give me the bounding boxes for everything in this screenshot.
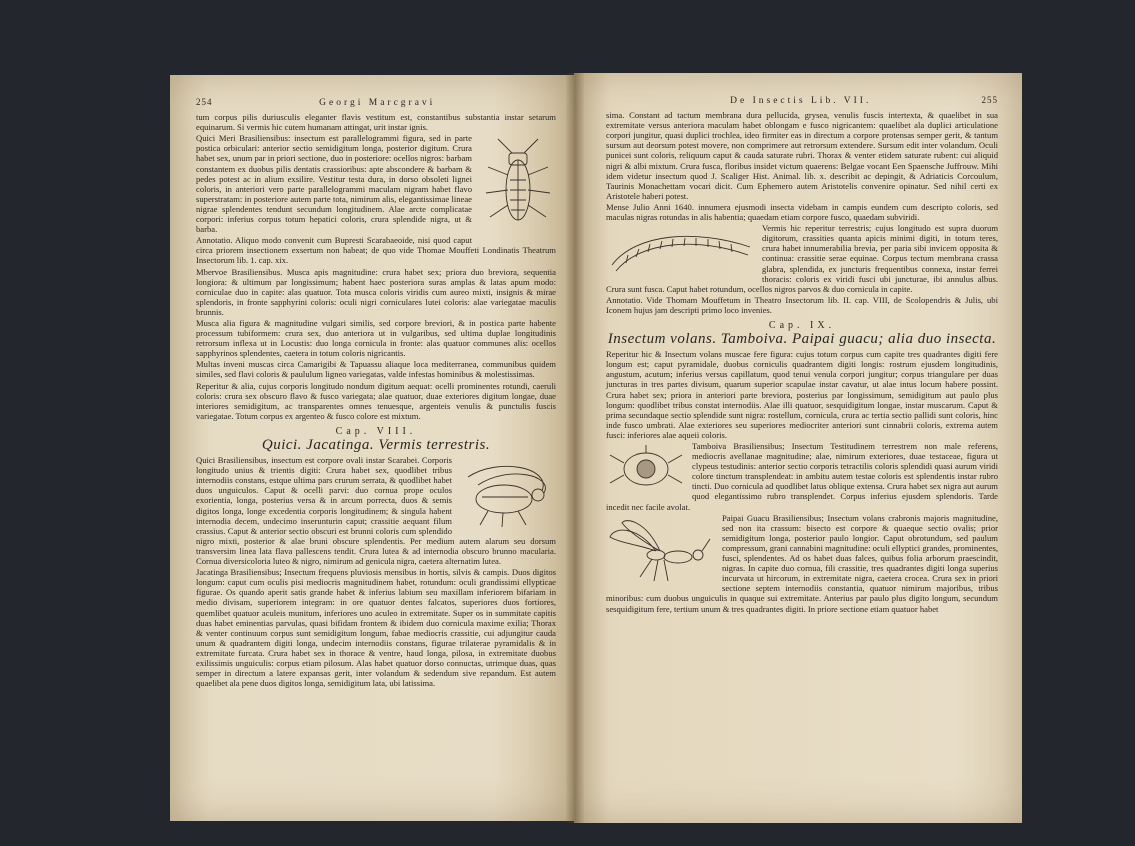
page-number-left: 254 <box>196 97 213 107</box>
paragraph: Musca alia figura & magnitudine vulgari similis, sed corpore breviori, & in postica parte habente processum tubiformem: crura sex, duo anteriora ut in vulgaribus, sed ultima duplae longitudinis retrorsum inflexa ut in Locustis: duo longa cornicula in fronte: alas quatuor communes alis: ocellos sapphyrinos splendentes, caetera in totum coloris nigricantis. <box>196 317 556 359</box>
paragraph: Quici Brasiliensibus, insectum est corpore ovali instar Scarabei. Corporis longitudo unius & trientis digiti: Crura habet sex, quodlibet tribus internodiis constans, estque ultima pars crurum serrata, & quodlibet habet duos unguiculos. Caput & ocelli parvi: duo cornua prope oculos exorientia, longa, posterius versa & in arcum porrecta, duos & semis digitos longa, longe excedentia corporis longitudinem; & singula habent internodia decem, undecimo inserunturin caput; crassitie aequant filum crassius. Caput & anterior sectio obscuri est brunni coloris cum splendido nigro mixti, posterior & alae bruni obscure splendentis. Per medium autem alarum seu dorsum transversim linea lata flava pallescens tendit. Crura lutea & ad internodia obscuro brunno macularia. Cornua diversicoloria luteo & nigro, nimirum ad genicula nigra, caetera alternatim lutea. <box>196 455 556 567</box>
paragraph: Multas inveni muscas circa Camarigibi & Tapuassu aliaque loca mediterranea, communibus quidem similes, sed flavi coloris & paululum ligneo variegatas, valde infestas hominibus & molestissimas. <box>196 359 556 380</box>
paragraph: Mense Julio Anni 1640. innumera ejusmodi insecta videbam in campis eundem cum descripto coloris, sed maculas nigras rotundas in alis habentia; quaedam etiam corpore fusco, quaedam subviridi. <box>606 201 998 223</box>
paragraph: tum corpus pilis duriusculis eleganter flavis vestitum est, constantibus substantia instar setarum equinarum. Si vermis hic cutem humanam attingat, urit instar ignis. <box>196 112 556 133</box>
left-text-column <box>196 97 556 689</box>
paragraph: Paipai Guacu Brasiliensibus; Insectum volans crabronis majoris magnitudine, sed non ita crassum: bisecto est corpore & quaeque sectio ovalis; prior semidigitum longa, posterior paulo longior. Caput obrotundum, sed paulum compressum, grani cannabini magnitudine: oculi ellyptici grandes, prominentes, fusci, splendentes. Ad os habet duas falces, quibus folia arborum praescindit, nigras. In capite duo cornua, fili crassitie, tres quadrantes digiti longa superius incurvata ut hircorum, in extremitate nigra, caetera crocea. Crura sex in priori sectione septem internodiis constantia, quatuor nimirum majoribus, tribus minoribus: cum duobus unguiculis in quaque sui extremitate. Anterius par paulo plus digito longum, secundum sesquidigitum fere, tertium unum & tres quadrantes digiti. In priore sectione etiam quatuor habet <box>606 512 998 614</box>
right-page <box>574 73 1022 823</box>
paragraph: Reperitur hic & Insectum volans muscae fere figura: cujus totum corpus cum capite tres quadrantes digiti fere longum est; caput pyramidale, duobus corniculis quadrantem digiti longis: rostrum ejusdem longitudinis, angustum, acutum; inferius versus capillatum, quod tenui venula corpori jungitur; corpus triangulare per duas juncturas in tres partes divisum, quarum superior scapulae instar cavatur, ut alae intus locum habere possint. Crura habet sex; priora in anteriori parte breviora, posterius par longissimum, semidigitum aut paulo plus longum: quodlibet tribus constat internodiis. Alae illi quatuor, sesquidigitum longae, instar muscarum. Caput & prima secundaque sectio splendide sunt nigra: rostellum, cornicula, crura ac tertia sectio pallidi sunt coloris, hinc inde fusco umbrati. Alae exteriores seu superiores mediocriter anteriori sunt cinnabrii coloris, extrema autem fusci: inferiores alae aqueii coloris. <box>606 349 998 440</box>
chapter-heading: Cap. VIII. <box>335 425 417 437</box>
wasp-illustration <box>606 515 716 587</box>
left-running-head <box>196 97 556 108</box>
right-text-column <box>606 95 998 615</box>
paragraph: Vermis hic reperitur terrestris; cujus longitudo est supra duorum digitorum, crassities quanta apicis minimi digiti, in totum teres, crura habet innumerabilia brevia, per paria sibi invicem opposita & continua: crassitie serae equinae. Corpus tectum membrana crassa glabra, splendida, ex juncturis frequentibus connexa, instar ferrei thoracis: coloris ex viridi fusci ubi juncturae, ibi annulus albus. Crura sunt fusca. Caput habet rotundum, ocellos nigros parvos & duo cornicula in capite. <box>606 223 998 294</box>
worm-illustration <box>606 225 756 275</box>
chapter-title: Insectum volans. Tamboiva. Paipai guacu; alia duo insecta. <box>607 331 997 348</box>
left-running-title: Georgi Marcgravi <box>319 98 436 108</box>
paragraph: Quici Meri Brasiliensibus: insectum est parallelogrammi figura, sed in parte postica orbiculari: anterior sectio semidigitum longa, posterior digitum. Crura habet sex, unum par in priori sectione, duo in posteriore: ocellos nigros: barbam constantem ex duobus pilis dentatis crassioribus: apte abscondere & barbam & pedes potest ac in alium exsilire. Vestitur testa dura, in dorso obsoleti lignei coloris, in anteriori vero parte parallelogrammi maculam nigram habet flavo superstratam: in posteriore autem parte tota, nimirum alis, elegantissimae lineae nigrae splendentes tendunt secundum longitudinem. Alae arcte complicatae corpori: inferius corpus totum hepatici coloris, crura splendide nigra, ut & barba. <box>196 133 472 235</box>
paragraph: Tamboiva Brasiliensibus; Insectum Testitudinem terrestrem non male referens, mediocris avellanae magnitudine; alae, nimirum exteriores, duae testaceae, figura ut clypeus testudinis: anterior sectio corporis tetractilis coloris splendidi quasi aurum viridi colore tinctum transplendeat: in ambitu autem testae coloris est splendentis instar rubro tincti. Duo cornicula ad quodlibet latus oblique extensa. Crura habet sex nigra aut aurum quod elegantissimo rubro transplendet. Corpus inferius ejusdem splendoris. Tarde incedit nec facile avolat. <box>606 441 998 512</box>
right-running-title: De Insectis Lib. VII. <box>730 96 872 106</box>
longhorn-beetle-illustration <box>458 457 556 529</box>
paragraph: Reperitur & alia, cujus corporis longitudo nondum digitum aequat: ocelli prominentes rotundi, caeruli coloris: crura sex obscuro flavo & fusco variegata; alae quatuor, duae exteriores digitum longae, duae interiores semidigitum, ac transparentes omnes tenuesque, argenteis venulis & punctulis fuscis variegatae. Totum corpus ex argenteo & fusco colore est mixtum. <box>196 380 556 421</box>
book-gutter <box>566 73 584 823</box>
right-running-head <box>606 95 998 106</box>
beetle-illustration <box>478 135 556 233</box>
paragraph: sima. Constant ad tactum membrana dura pellucida, grysea, venulis fuscis intertexta, & quaelibet in sua extremitate versus anteriora maculam habet oblongam e fusco nigricantem: quaelibet ala duplici articulatione corpori jungitur, quasi duplici trochlea, ideo firmiter eas in directum a corpore protensas semper gerit, & tantum sursum aut deorsum potest movere, non comprimere aut retrorsum extendere. Sursum edit inter volandum. Oculi punicei sunt coloris, reliquum caput & cauda saturate rubri. Thorax & venter etidem saturate rubent: cui aliquid nigri & albi mixtum. Crura fusca, floribus insidet victum quaerens: Belgae vocant Een Spaensche Juffrouw. Mihi idem videtur insectum quod J. Scaliger Hist. Animal. lib. x. describit ac depingit, & Adriaticis Corcoulum, Taurinis Monachettam vocari dicit. Cum Ephemero autem Aristotelis convenire opinatur. Sed nihil certi ex Aristotele haberi potest. <box>606 110 998 201</box>
paragraph: Annotatio. Vide Thomam Mouffetum in Theatro Insectorum lib. II. cap. VIII, de Scolopendris & Julis, ubi Iconem hujus jam descripti primo loco invenies. <box>606 294 998 315</box>
paragraph: Annotatio. Aliquo modo convenit cum Bupresti Scarabaeoide, nisi quod caput circa priorem insectionem exsertum non habeat; de quo vide Thomae Mouffeti Londinatis Theatrum Insectorum lib. 1. cap. xix. <box>196 235 556 266</box>
paragraph: Mbervoe Brasiliensibus. Musca apis magnitudine: crura habet sex; priora duo breviora, sequentia longiora: & ultimum par longissimum; habent haec posteriora suras amplas & latas apum modo: corniculae duo in capite: alas quatuor. Tota musca coloris viridis cum aureo mixti, insignis & mirae splendoris, in fronte sapphyrini coloris: oculi nigri corniculares lutei coloris: alae variegatae maculis brunnis. <box>196 266 556 317</box>
tortoise-beetle-illustration <box>606 443 686 495</box>
chapter-title: Quici. Jacatinga. Vermis terrestris. <box>261 437 491 453</box>
left-page <box>170 75 574 821</box>
paragraph: Jacatinga Brasiliensibus; Insectum frequens pluviosis mensibus in hortis, silvis & campis. Duos digitos longum: caput cum oculis pisi mediocris magnitudinem habet, rotundum: oculi grandissimi ellypticae figurae. Os quando aperit satis grande habet & inferius labium seu maxillam inferiorem bifariam in medio divisam, superiorem integram: in ore quatuor dentes falcatos, superiores duos fortiores, quemlibet quatuor aculeis munitum, inferiores uno aculeo in extremitate. Super os in summitate capitis duas habet eminentias parvulas, quasi bifidam frontem & ibidem duo cornicula maxime exilia; Thorax & venter continuum corpus sunt semidigitum longum, fabae mediocris crassitie, cui adjungitur cauda unum & quadrantem digiti longa, undecim internodiis constans, figurae trilaterae pyramidalis & in extremitate furcata. Crura habet sex in thorace & ventre, haud longa, pilosa, in extremitate duobus exilissimis unguiculis: corpus etiam pilosum. Alas habet quatuor dorso connuctas, utrimque duas, quas semper in directum a latere expansas gerit, inter volandum & sedendum sive repandum. Est autem quaelibet ala pene duos digitos longa, semidigitum lata, ubi latissima. <box>196 567 556 689</box>
chapter-heading: Cap. IX. <box>768 319 836 331</box>
page-number-right: 255 <box>981 95 998 105</box>
